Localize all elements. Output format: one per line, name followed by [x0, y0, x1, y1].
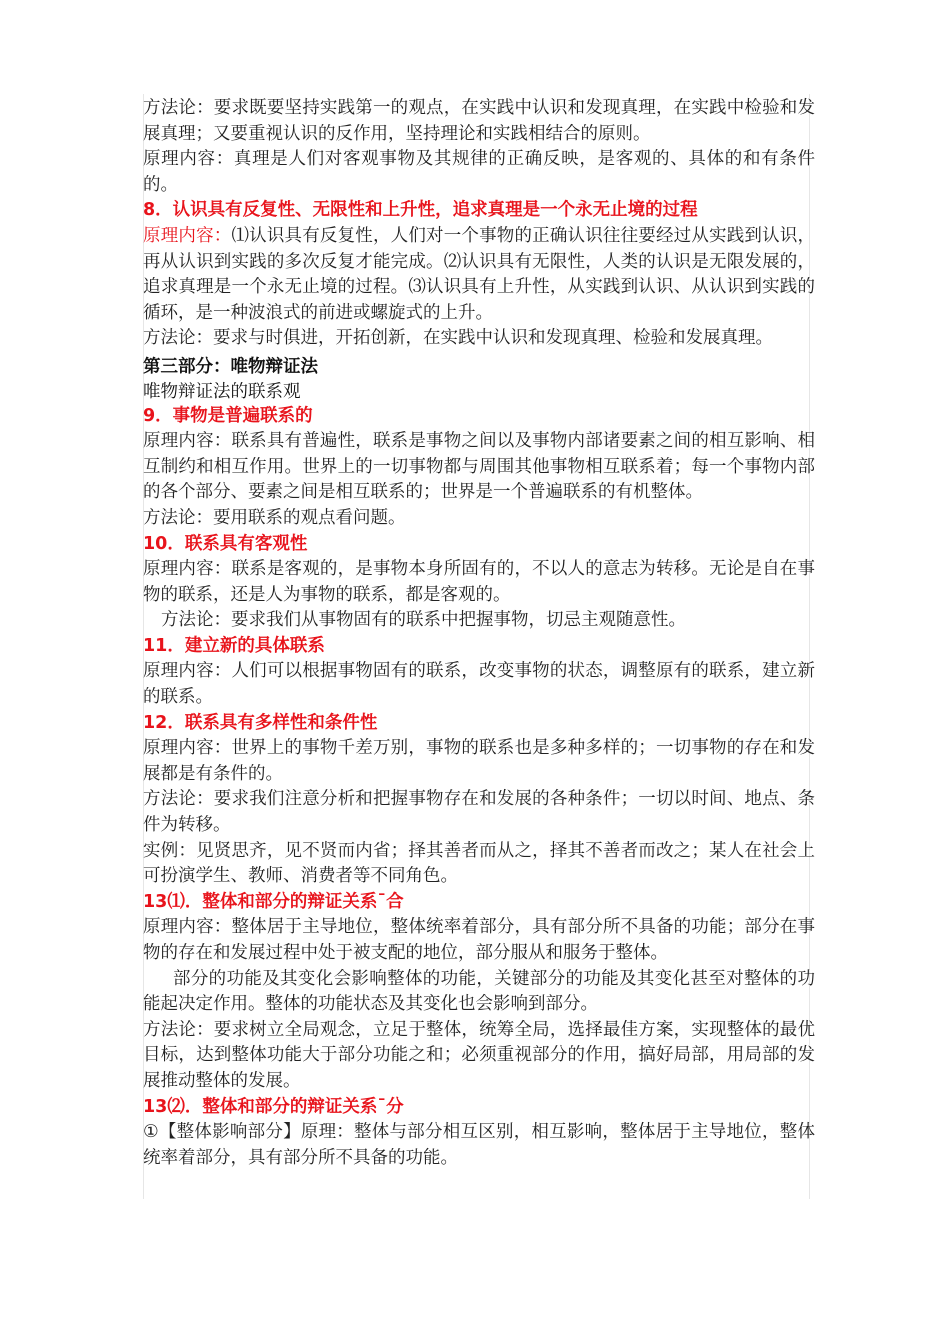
paragraph-whole-affects-part: ①【整体影响部分】原理：整体与部分相互区别，相互影响，整体居于主导地位，整体统率着部分，具有部分所不具备的功能。: [143, 1122, 815, 1168]
paragraph-methodology-13-1: 方法论：要求树立全局观念，立足于整体，统筹全局，选择最佳方案，实现整体的最优目标，达到整体功能大于部分功能之和；必须重视部分的作用，搞好局部，用局部的发展推动整体的发展。: [143, 1019, 815, 1091]
paragraph-methodology-1: 方法论：要求既要坚持实践第一的观点，在实践中认识和发现真理，在实践中检验和发展真理；又要重视认识的反作用，坚持理论和实践相结合的原则。: [143, 98, 815, 144]
paragraph-part-function: 部分的功能及其变化会影响整体的功能，关键部分的功能及其变化甚至对整体的功能起决定作用。整体的功能状态及其变化也会影响到部分。: [143, 968, 815, 1015]
principle-text: ⑴认识具有反复性，人们对一个事物的正确认识往往要经过从实践到认识，再从认识到实践的多次反复才能完成。⑵认识具有无限性，人类的认识是无限发展的，追求真理是一个永无止境的过程。⑶认识具有上升性，从实践到认识、从认识到实践的循环，是一种波浪式的前进或螺旋式的上升。: [143, 225, 816, 323]
paragraph-principle-9: 原理内容：联系具有普遍性，联系是事物之间以及事物内部诸要素之间的相互影响、相互制约和相互作用。世界上的一切事物都与周围其他事物相互联系着；每一个事物内部的各个部分、要素之间是相互联系的；世界是一个普遍联系的有机整体。: [143, 431, 815, 503]
paragraph-methodology-10: 方法论：要求我们从事物固有的联系中把握事物，切忌主观随意性。: [161, 610, 686, 631]
paragraph-principle-10: 原理内容：联系是客观的，是事物本身所固有的，不以人的意志为转移。无论是自在事物的联系，还是人为事物的联系，都是客观的。: [143, 559, 815, 605]
paragraph-principle-12: 原理内容：世界上的事物千差万别，事物的联系也是多种多样的；一切事物的存在和发展都是有条件的。: [143, 738, 815, 784]
paragraph-methodology-12: 方法论：要求我们注意分析和把握事物存在和发展的各种条件；一切以时间、地点、条件为转移。: [143, 789, 815, 836]
paragraph-principle-11: 原理内容：人们可以根据事物固有的联系，改变事物的状态，调整原有的联系，建立新的联系。: [143, 661, 815, 708]
heading-13-1: 13⑴．整体和部分的辩证关系¯合: [143, 891, 404, 912]
paragraph-methodology-8: 方法论：要求与时俱进，开拓创新，在实践中认识和发现真理、检验和发展真理。: [143, 328, 773, 349]
paragraph-principle-13-1: 原理内容：整体居于主导地位，整体统率着部分，具有部分所不具备的功能；部分在事物的存在和发展过程中处于被支配的地位，部分服从和服务于整体。: [143, 917, 815, 963]
paragraph-principle-1: 原理内容：真理是人们对客观事物及其规律的正确反映，是客观的、具体的和有条件的。: [143, 149, 815, 195]
heading-8: 8．认识具有反复性、无限性和上升性，追求真理是一个永无止境的过程: [143, 200, 698, 221]
section-heading: 第三部分：唯物辩证法: [143, 356, 318, 377]
heading-13-2: 13⑵．整体和部分的辩证关系¯分: [143, 1096, 404, 1117]
heading-12: 12．联系具有多样性和条件性: [143, 712, 378, 733]
heading-11: 11．建立新的具体联系: [143, 635, 325, 656]
paragraph-example-12: 实例：见贤思齐，见不贤而内省；择其善者而从之，择其不善者而改之；某人在社会上可扮演学生、教师、消费者等不同角色。: [143, 840, 815, 887]
paragraph-methodology-9: 方法论：要用联系的观点看问题。: [143, 507, 406, 528]
paragraph-principle-8: [143, 224, 815, 326]
principle-label: 原理内容：: [143, 225, 232, 246]
document-body: [143, 96, 815, 1171]
heading-9: 9．事物是普遍联系的: [143, 405, 313, 426]
heading-10: 10．联系具有客观性: [143, 533, 308, 554]
subsection-heading: 唯物辩证法的联系观: [143, 381, 301, 402]
